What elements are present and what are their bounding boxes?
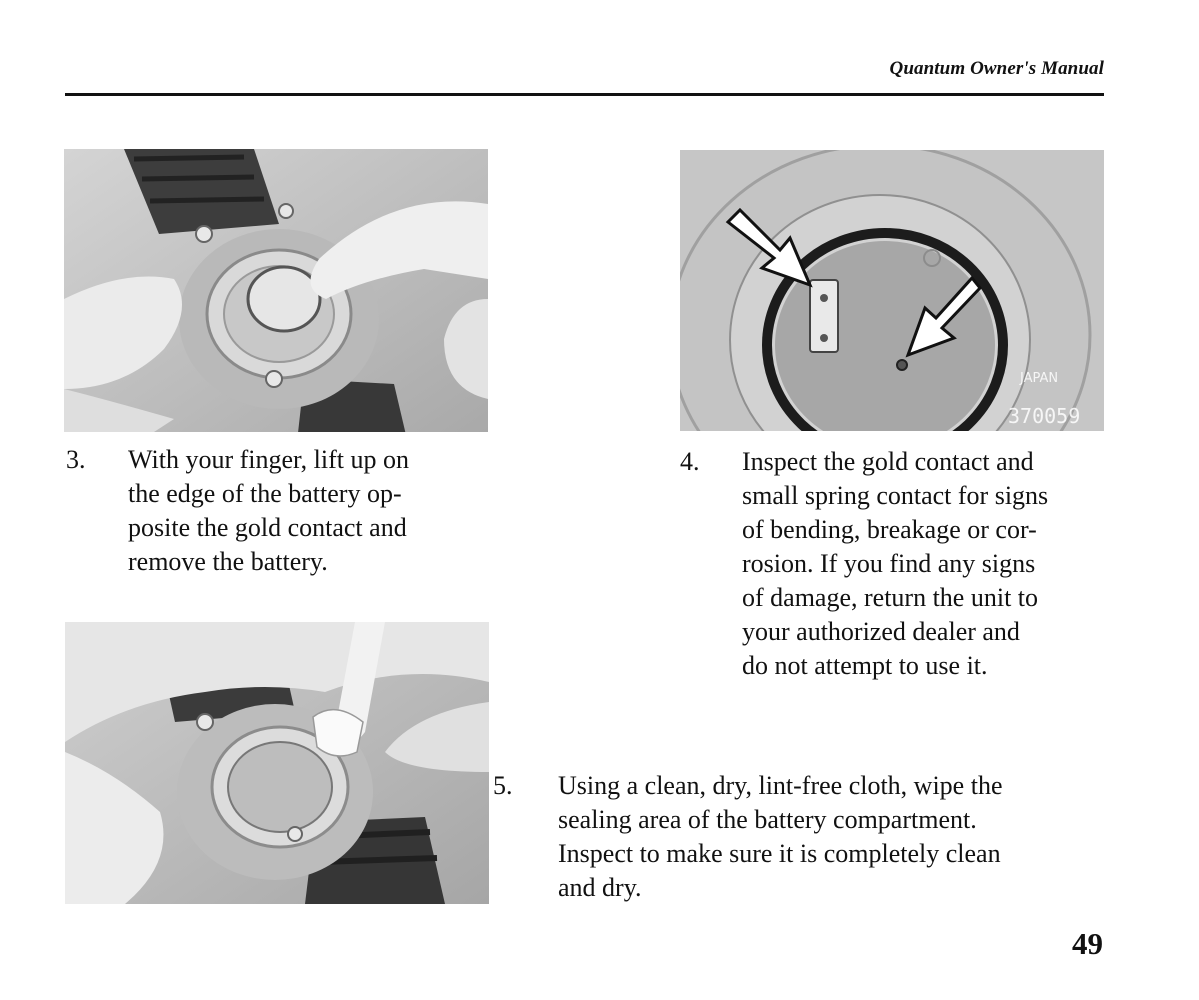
photo-battery-contacts xyxy=(680,150,1104,431)
step-line: Inspect to make sure it is completely clean xyxy=(558,839,1001,868)
step-line: your authorized dealer and xyxy=(742,617,1020,646)
step-text xyxy=(742,445,1048,683)
step-line: Using a clean, dry, lint-free cloth, wipe the xyxy=(558,771,1003,800)
step-number: 3. xyxy=(66,445,86,474)
step-text xyxy=(128,443,409,579)
step-line: do not attempt to use it. xyxy=(742,651,988,680)
manual-title: Quantum Owner's Manual xyxy=(889,58,1104,79)
page-number: 49 xyxy=(1072,926,1103,961)
step-text xyxy=(558,769,1003,905)
step-line: of damage, return the unit to xyxy=(742,583,1039,612)
step-line: posite the gold contact and xyxy=(128,513,407,542)
photo-lift-battery xyxy=(64,149,488,432)
step-number: 4. xyxy=(680,447,700,476)
step-line: and dry. xyxy=(558,873,642,902)
step-line: of bending, breakage or cor- xyxy=(742,515,1037,544)
photo-wipe-sealing-area xyxy=(65,622,489,904)
housing-label-serial: 370059 xyxy=(1008,404,1081,428)
header-rule xyxy=(65,93,1104,96)
step-line: the edge of the battery op- xyxy=(128,479,402,508)
step-line: remove the battery. xyxy=(128,547,328,576)
step-number: 5. xyxy=(493,771,513,800)
step-line: Inspect the gold contact and xyxy=(742,447,1034,476)
step-line: With your finger, lift up on xyxy=(128,445,409,474)
step-line: rosion. If you find any signs xyxy=(742,549,1036,578)
step-line: small spring contact for signs xyxy=(742,481,1049,510)
step-line: sealing area of the battery compartment. xyxy=(558,805,977,834)
housing-label-country: JAPAN xyxy=(1020,371,1059,386)
